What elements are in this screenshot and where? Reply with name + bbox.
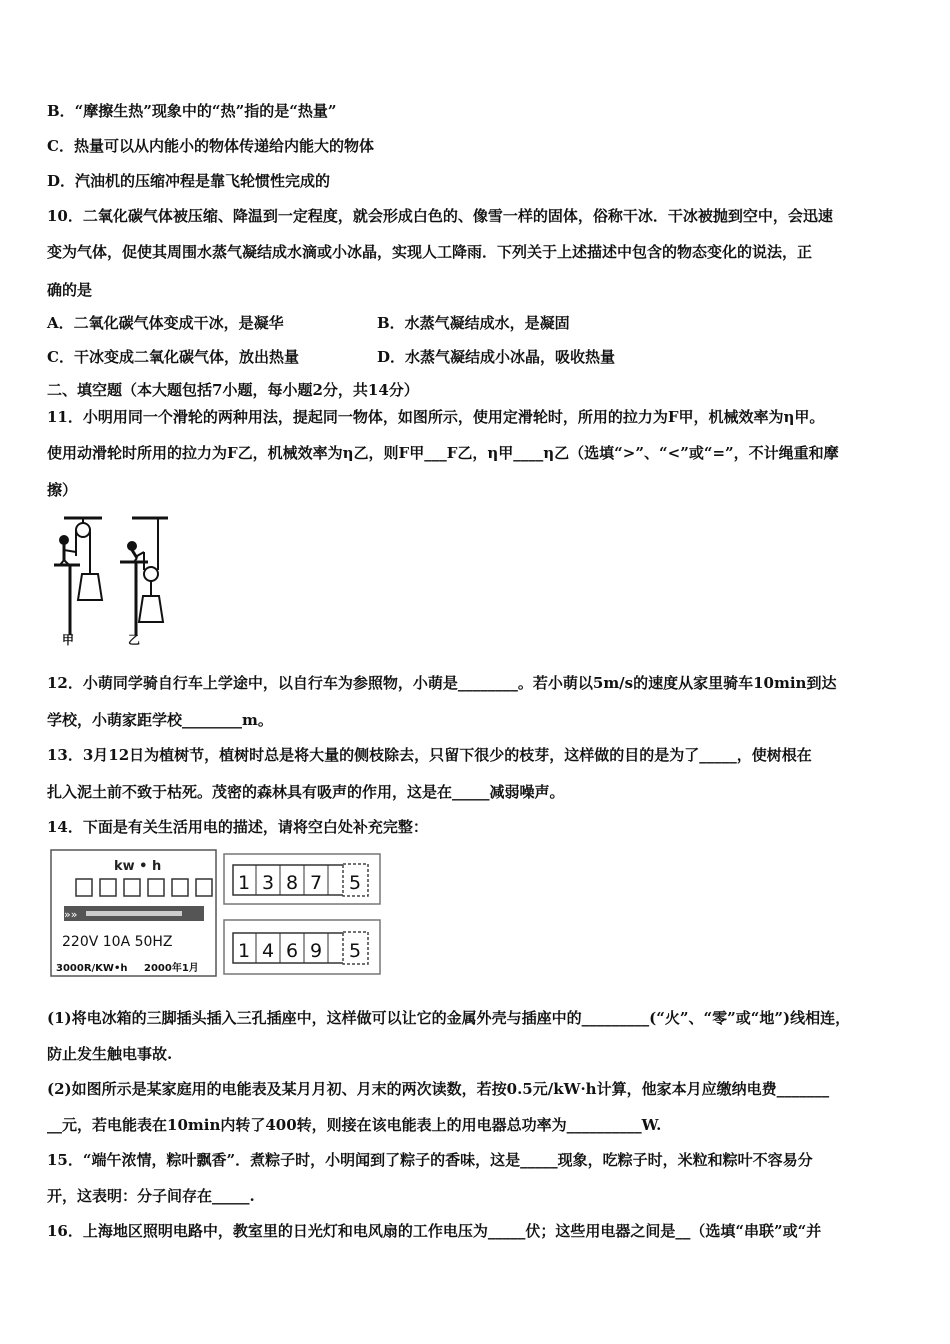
question-16-line-1: 16．上海地区照明电路中，教室里的日光灯和电风扇的工作电压为_____伏；这些用电器之间是__（选填“串联”或“并 (47, 1222, 822, 1240)
question-10-line-2: 变为气体，促使其周围水蒸气凝结成水滴或小冰晶，实现人工降雨．下列关于上述描述中包含的物态变化的说法，正 (47, 243, 813, 261)
question-14-part-1-line-1: (1)将电冰箱的三脚插头插入三孔插座中，这样做可以让它的金属外壳与插座中的_________(“火”、“零”或“地”)线相连， (47, 1009, 851, 1027)
question-13-line-2: 扎入泥土前不致于枯死。茂密的森林具有吸声的作用，这是在_____减弱噪声。 (47, 783, 565, 801)
reading-start-digit: 1 (238, 872, 251, 894)
question-11-line-2: 使用动滑轮时所用的拉力为F乙，机械效率为η乙，则F甲___F乙，η甲____η乙（选填“>”、“<”或“=”，不计绳重和摩 (47, 444, 839, 462)
question-15-line-2: 开，这表明：分子间存在_____. (47, 1187, 255, 1205)
question-14-intro: 14．下面是有关生活用电的描述，请将空白处补充完整： (47, 818, 428, 836)
reading-end (224, 920, 380, 974)
option-d-q10: D．水蒸气凝结成小冰晶，吸收热量 (377, 348, 616, 366)
reading-end-digit: 5 (349, 940, 362, 962)
question-13-line-1: 13．3月12日为植树节，植树时总是将大量的侧枝除去，只留下很少的枝芽，这样做的目的是为了_____，使树根在 (47, 746, 812, 764)
question-11-line-1: 11．小明用同一个滑轮的两种用法，提起同一物体，如图所示，使用定滑轮时，所用的拉力为F甲，机械效率为η甲。 (47, 408, 825, 426)
reading-start-digit: 8 (286, 872, 299, 894)
option-c-q9: C．热量可以从内能小的物体传递给内能大的物体 (47, 137, 374, 155)
question-15-line-1: 15．“端午浓情，粽叶飘香”．煮粽子时，小明闻到了粽子的香味，这是_____现象，吃粽子时，米粒和粽叶不容易分 (47, 1151, 813, 1169)
reading-end-digit: 6 (286, 940, 299, 962)
meter-date: 2000年1月 (144, 963, 199, 974)
option-b-q10: B．水蒸气凝结成水，是凝固 (377, 314, 570, 332)
option-b-q9: B．“摩擦生热”现象中的“热”指的是“热量” (47, 102, 337, 120)
option-a-q10: A．二氧化碳气体变成干冰，是凝华 (47, 314, 284, 332)
question-12-line-2: 学校，小萌家距学校________m。 (47, 711, 273, 729)
weight-icon (139, 596, 163, 622)
pulley-figure (40, 510, 180, 650)
question-12-line-1: 12．小萌同学骑自行车上学途中，以自行车为参照物，小萌是________。若小萌以5m/s的速度从家里骑车10min到达 (47, 674, 837, 692)
reading-start-digit: 7 (310, 872, 323, 894)
reading-end-digit: 1 (238, 940, 251, 962)
figure-label-jia: 甲 (62, 633, 75, 647)
meter-rating: 3000R/KW•h (56, 963, 128, 974)
fixed-pulley-icon (76, 523, 90, 537)
question-14-part-2-line-2: __元，若电能表在10min内转了400转，则接在该电能表上的用电器总功率为__________W. (47, 1116, 662, 1134)
reading-start-digit: 3 (262, 872, 275, 894)
option-d-q9: D．汽油机的压缩冲程是靠飞轮惯性完成的 (47, 172, 331, 190)
question-14-part-2-line-1: (2)如图所示是某家庭用的电能表及某月月初、月末的两次读数，若按0.5元/kW·h计算，他家本月应缴纳电费_______ (47, 1080, 830, 1098)
person-icon (60, 536, 68, 544)
question-10-line-1: 10．二氧化碳气体被压缩、降温到一定程度，就会形成白色的、像雪一样的固体，俗称干冰．干冰被抛到空中，会迅速 (47, 207, 833, 225)
electricity-meter-figure (50, 848, 385, 978)
reading-end-digit: 4 (262, 940, 275, 962)
option-c-q10: C．干冰变成二氧化碳气体，放出热量 (47, 348, 299, 366)
question-14-part-1-line-2: 防止发生触电事故. (47, 1045, 173, 1063)
weight-icon (78, 574, 102, 600)
svg-text:»»: »» (64, 908, 78, 921)
meter-specs: 220V 10A 50HZ (62, 934, 173, 950)
question-10-line-3: 确的是 (47, 281, 93, 299)
reading-end-digit: 9 (310, 940, 323, 962)
reading-start-digit: 5 (349, 872, 362, 894)
question-11-line-3: 擦） (47, 481, 78, 499)
figure-label-yi: 乙 (128, 633, 141, 647)
meter-unit: kw • h (114, 859, 162, 874)
reading-start (224, 854, 380, 904)
movable-pulley-icon (144, 567, 158, 581)
section-heading-fill-in: 二、填空题（本大题包括7小题，每小题2分，共14分） (47, 381, 419, 399)
person-icon (128, 542, 136, 550)
